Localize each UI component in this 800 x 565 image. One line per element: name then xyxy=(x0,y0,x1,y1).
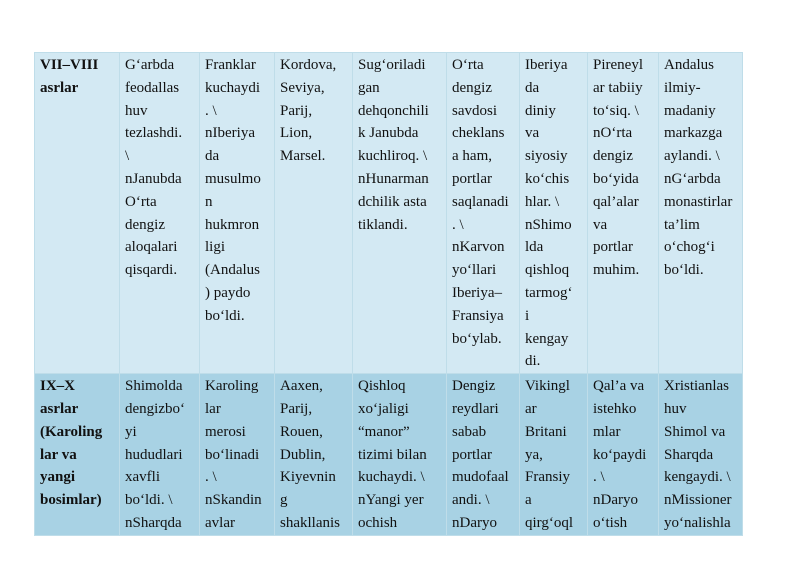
table-cell: Karoling lar merosi bo‘linadi . \ nSkandin avlar xyxy=(200,374,275,536)
table-row xyxy=(35,53,743,374)
table-cell: Qal’a va istehko mlar ko‘paydi . \ nDaryo o‘tish xyxy=(588,374,659,536)
table-cell: Sug‘oriladi gan dehqonchili k Janubda kuchliroq. \ nHunarman dchilik asta tiklandi. xyxy=(353,53,447,374)
table-cell: Kordova, Seviya, Parij, Lion, Marsel. xyxy=(275,53,353,374)
table-cell: Franklar kuchaydi . \ nIberiya da musulmo n hukmron ligi (Andalus ) paydo bo‘ldi. xyxy=(200,53,275,374)
table-cell: Pireneyl ar tabiiy to‘siq. \ nO‘rta dengiz bo‘yida qal’alar va portlar muhim. xyxy=(588,53,659,374)
table-cell: Andalus ilmiy- madaniy markazga aylandi. \ nG‘arbda monastirlar ta’lim o‘chog‘i bo‘ldi. xyxy=(659,53,743,374)
table-cell: Dengiz reydlari sabab portlar mudofaal andi. \ nDaryo xyxy=(447,374,520,536)
table-row xyxy=(35,374,743,536)
period-cell: IX–X asrlar (Karoling lar va yangi bosimlar) xyxy=(35,374,120,536)
table-cell: Iberiya da diniy va siyosiy ko‘chis hlar. \ nShimo lda qishloq tarmog‘ i kengay di. xyxy=(520,53,588,374)
table-cell: Shimolda dengizbo‘ yi hududlari xavfli bo‘ldi. \ nSharqda xyxy=(120,374,200,536)
table-cell: Xristianlas huv Shimol va Sharqda kengaydi. \ nMissioner yo‘nalishla xyxy=(659,374,743,536)
table-cell: O‘rta dengiz savdosi cheklans a ham, portlar saqlanadi . \ nKarvon yo‘llari Iberiya– Fransiya bo‘ylab. xyxy=(447,53,520,374)
table-cell: Qishloq xo‘jaligi “manor” tizimi bilan kuchaydi. \ nYangi yer ochish xyxy=(353,374,447,536)
period-cell: VII–VIII asrlar xyxy=(35,53,120,374)
table-cell: G‘arbda feodallas huv tezlashdi. \ nJanubda O‘rta dengiz aloqalari qisqardi. xyxy=(120,53,200,374)
history-table xyxy=(34,52,743,536)
table-cell: Vikingl ar Britani ya, Fransiy a qirg‘oql xyxy=(520,374,588,536)
table-cell: Aaxen, Parij, Rouen, Dublin, Kiyevnin g shakllanis xyxy=(275,374,353,536)
